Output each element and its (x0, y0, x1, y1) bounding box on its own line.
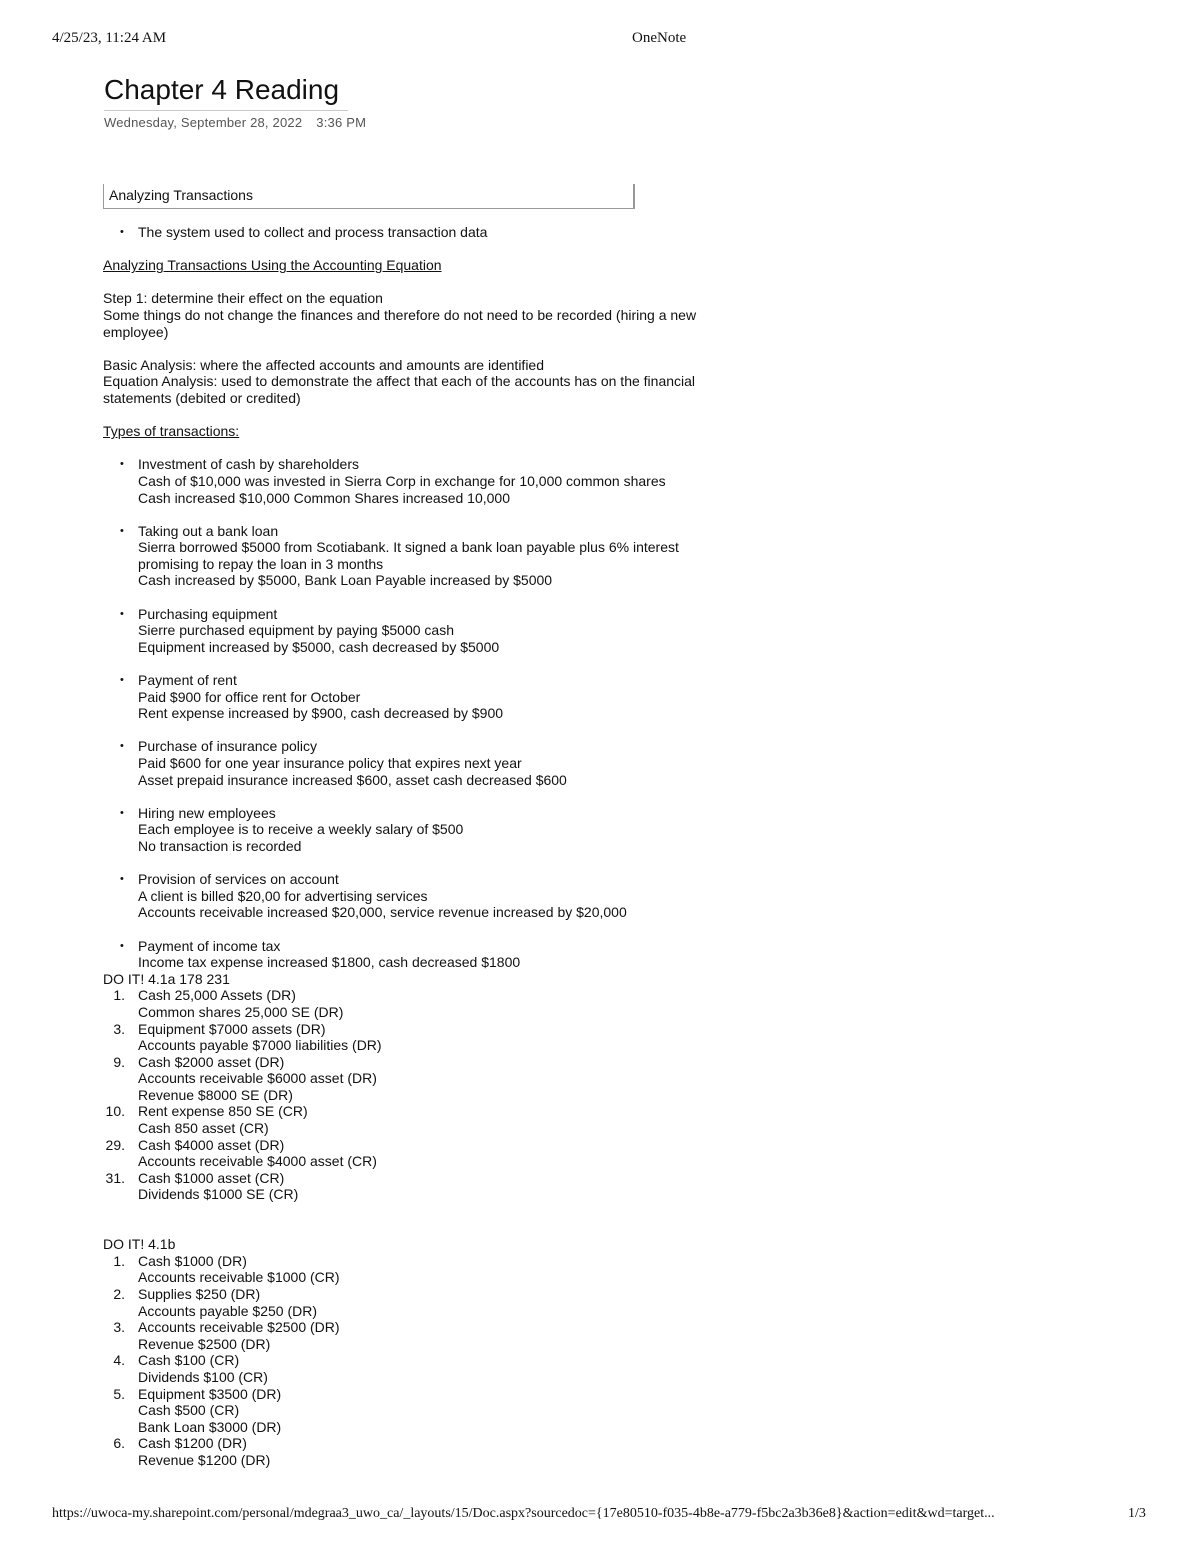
transaction-item (103, 938, 743, 971)
page-date: Wednesday, September 28, 2022 (104, 115, 303, 130)
item-number: 31. (105, 1169, 125, 1186)
journal-entry-item (103, 1253, 743, 1286)
doit-b-list (103, 1253, 743, 1469)
transaction-detail: Paid $900 for office rent for October (138, 688, 361, 705)
print-header-datetime: 4/25/23, 11:24 AM (52, 30, 167, 46)
transaction-detail: Income tax expense increased $1800, cash decreased $1800 (138, 954, 521, 971)
outline-title-box: Analyzing Transactions (103, 184, 635, 209)
journal-entry-line: Revenue $2500 (DR) (138, 1335, 271, 1352)
basic-analysis: Basic Analysis: where the affected accounts and amounts are identified (103, 356, 545, 373)
item-number: 29. (105, 1136, 125, 1153)
step-1-note: Some things do not change the finances and therefore do not need to be recorded (hiring a new employee) (103, 306, 697, 340)
transaction-title: • Purchase of insurance policy (138, 738, 317, 755)
journal-entry-line: Supplies $250 (DR) (138, 1286, 261, 1302)
journal-entry-line: Cash $500 (CR) (138, 1402, 240, 1419)
journal-entry-item (103, 1386, 743, 1436)
print-footer-page-number: 1/3 (1128, 1506, 1146, 1521)
transaction-item (103, 672, 743, 722)
transaction-title: • Provision of services on account (138, 871, 339, 888)
journal-entry-line: Cash $2000 asset (DR) (138, 1053, 285, 1070)
journal-entry-line: Accounts payable $250 (DR) (138, 1302, 317, 1319)
transaction-detail: Equipment increased by $5000, cash decreased by $5000 (138, 638, 500, 655)
transaction-item (103, 738, 743, 788)
transaction-title: • Payment of income tax (138, 937, 281, 954)
item-number: 2. (113, 1286, 125, 1302)
print-footer-url: https://uwoca-my.sharepoint.com/personal/mdegraa3_uwo_ca/_layouts/15/Doc.aspx?sourcedoc={17e80510-f035-4b8e-a779-f5bc2a3b36e8}&action=edit&wd=target... (52, 1506, 995, 1521)
intro-bullet: • The system used to collect and process transaction data (103, 224, 743, 241)
item-number: 1. (113, 987, 125, 1004)
journal-entry-line: Accounts receivable $4000 asset (CR) (138, 1153, 377, 1170)
journal-entry-line: Dividends $1000 SE (CR) (138, 1186, 299, 1203)
journal-entry-line: Equipment $7000 assets (DR) (138, 1020, 326, 1037)
item-number: 1. (113, 1252, 125, 1269)
item-number: 3. (113, 1020, 125, 1037)
journal-entry-line: Common shares 25,000 SE (DR) (138, 1003, 344, 1020)
journal-entry-line: Rent expense 850 SE (CR) (138, 1103, 308, 1120)
transaction-detail: Accounts receivable increased $20,000, service revenue increased by $20,000 (138, 904, 627, 921)
journal-entry-line: Cash $4000 asset (DR) (138, 1136, 285, 1153)
journal-entry-line: Cash $100 (CR) (138, 1352, 240, 1369)
journal-entry-line: Cash 850 asset (CR) (138, 1120, 269, 1137)
item-number: 3. (113, 1319, 125, 1336)
journal-entry-item (103, 1319, 743, 1352)
transaction-detail: Rent expense increased by $900, cash decreased by $900 (138, 705, 504, 722)
journal-entry-line: Accounts receivable $1000 (CR) (138, 1269, 340, 1286)
transaction-detail: Cash increased by $5000, Bank Loan Payable increased by $5000 (138, 572, 553, 589)
item-number: 5. (113, 1385, 125, 1402)
journal-entry-item (103, 1103, 743, 1136)
doit-a-list (103, 987, 743, 1203)
doit-a-heading: DO IT! 4.1a 178 231 (103, 970, 230, 987)
transaction-detail: Paid $600 for one year insurance policy that expires next year (138, 755, 522, 771)
journal-entry-item (103, 1286, 743, 1319)
transaction-item (103, 523, 743, 589)
journal-entry-item (103, 1352, 743, 1385)
transaction-title: • Hiring new employees (138, 804, 276, 821)
transaction-title: • Taking out a bank loan (138, 522, 279, 539)
transaction-detail: Each employee is to receive a weekly salary of $500 (138, 821, 464, 838)
item-number: 6. (113, 1435, 125, 1452)
journal-entry-line: Bank Loan $3000 (DR) (138, 1418, 282, 1435)
transaction-detail: Sierra borrowed $5000 from Scotiabank. It signed a bank loan payable plus 6% interest promising to repay the loan in 3 months (138, 539, 679, 572)
section-heading-accounting-equation: Analyzing Transactions Using the Accounting Equation (103, 257, 442, 274)
transaction-item (103, 606, 743, 656)
transaction-title: • Purchasing equipment (138, 605, 278, 622)
page-datetime (104, 115, 366, 130)
journal-entry-item (103, 1054, 743, 1104)
journal-entry-line: Cash $1200 (DR) (138, 1435, 247, 1452)
transaction-detail: Cash of $10,000 was invested in Sierra Corp in exchange for 10,000 common shares (138, 472, 666, 489)
transaction-detail: Sierre purchased equipment by paying $5000 cash (138, 622, 454, 639)
transaction-detail: Cash increased $10,000 Common Shares increased 10,000 (138, 489, 511, 506)
note-content (103, 224, 743, 1469)
transaction-title: • Investment of cash by shareholders (138, 456, 360, 473)
intro-bullet-list (103, 224, 743, 241)
section-heading-types: Types of transactions: (103, 423, 240, 440)
journal-entry-item (103, 987, 743, 1020)
doit-b-heading: DO IT! 4.1b (103, 1236, 176, 1253)
journal-entry-line: Revenue $1200 (DR) (138, 1451, 271, 1468)
transaction-detail: A client is billed $20,00 for advertising services (138, 887, 428, 904)
journal-entry-line: Revenue $8000 SE (DR) (138, 1086, 293, 1103)
transaction-item (103, 456, 743, 506)
journal-entry-line: Cash $1000 (DR) (138, 1252, 247, 1269)
page-time: 3:36 PM (316, 115, 367, 130)
journal-entry-item (103, 1137, 743, 1170)
item-number: 4. (113, 1352, 125, 1369)
step-1: Step 1: determine their effect on the equation (103, 290, 383, 307)
journal-entry-line: Accounts receivable $6000 asset (DR) (138, 1070, 377, 1087)
journal-entry-item (103, 1435, 743, 1468)
transactions-list (103, 456, 743, 970)
journal-entry-line: Cash $1000 asset (CR) (138, 1169, 285, 1186)
transaction-detail: No transaction is recorded (138, 837, 302, 854)
journal-entry-line: Equipment $3500 (DR) (138, 1385, 282, 1402)
transaction-item (103, 805, 743, 855)
journal-entry-line: Accounts payable $7000 liabilities (DR) (138, 1037, 382, 1054)
transaction-detail: Asset prepaid insurance increased $600, asset cash decreased $600 (138, 771, 567, 788)
journal-entry-line: Accounts receivable $2500 (DR) (138, 1319, 340, 1336)
item-number: 9. (113, 1053, 125, 1070)
print-header-app-name: OneNote (632, 30, 687, 46)
equation-analysis: Equation Analysis: used to demonstrate the affect that each of the accounts has on the financial statements (debited or credited) (103, 373, 696, 406)
item-number: 10. (105, 1103, 125, 1120)
journal-entry-item (103, 1021, 743, 1054)
transaction-item (103, 871, 743, 921)
journal-entry-item (103, 1170, 743, 1203)
journal-entry-line: Dividends $100 (CR) (138, 1368, 268, 1385)
page-title: Chapter 4 Reading (104, 72, 348, 111)
journal-entry-line: Cash 25,000 Assets (DR) (138, 987, 296, 1004)
transaction-title: • Payment of rent (138, 672, 237, 689)
